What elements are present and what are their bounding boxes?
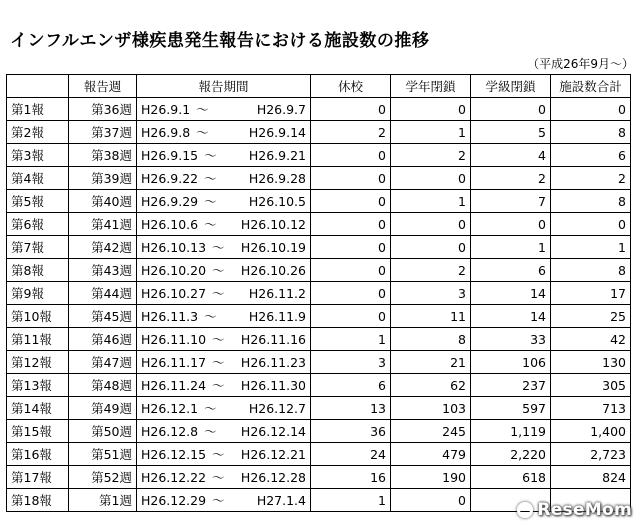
class-closure-cell: 4 bbox=[471, 144, 551, 167]
period-start: H26.10.13 bbox=[141, 240, 207, 255]
table-row bbox=[7, 282, 631, 305]
report-week-cell: 第47週 bbox=[69, 351, 137, 374]
period-start: H26.11.3 bbox=[141, 309, 199, 324]
table-row bbox=[7, 121, 631, 144]
period-end: H27.1.4 bbox=[256, 492, 306, 508]
class-closure-cell: 0 bbox=[471, 98, 551, 121]
school-closure-cell: 2 bbox=[311, 121, 391, 144]
report-week-cell: 第1週 bbox=[69, 489, 137, 512]
report-week-cell: 第48週 bbox=[69, 374, 137, 397]
grade-closure-cell: 2 bbox=[391, 259, 471, 282]
total-facilities-cell: 713 bbox=[551, 397, 631, 420]
grade-closure-cell: 8 bbox=[391, 328, 471, 351]
period-end: H26.10.5 bbox=[248, 193, 306, 209]
school-closure-cell: 24 bbox=[311, 443, 391, 466]
total-facilities-cell: 42 bbox=[551, 328, 631, 351]
report-week-cell: 第42週 bbox=[69, 236, 137, 259]
period-end: H26.11.16 bbox=[240, 331, 306, 347]
report-period-cell bbox=[137, 190, 311, 213]
total-facilities-cell: 0 bbox=[551, 98, 631, 121]
report-week-cell: 第40週 bbox=[69, 190, 137, 213]
report-period-cell bbox=[137, 351, 311, 374]
period-separator: ～ bbox=[200, 309, 217, 324]
grade-closure-cell: 11 bbox=[391, 305, 471, 328]
header-blank bbox=[7, 75, 69, 98]
total-facilities-cell: 8 bbox=[551, 190, 631, 213]
class-closure-cell: 14 bbox=[471, 282, 551, 305]
class-closure-cell: 0 bbox=[471, 213, 551, 236]
class-closure-cell: 6 bbox=[471, 259, 551, 282]
class-closure-cell: 1,119 bbox=[471, 420, 551, 443]
report-period-cell bbox=[137, 167, 311, 190]
class-closure-cell: 33 bbox=[471, 328, 551, 351]
grade-closure-cell: 0 bbox=[391, 489, 471, 512]
period-end: H26.11.23 bbox=[240, 354, 306, 370]
header-total-facilities: 施設数合計 bbox=[551, 75, 631, 98]
report-period-cell bbox=[137, 236, 311, 259]
report-number-cell: 第1報 bbox=[7, 98, 69, 121]
grade-closure-cell: 0 bbox=[391, 167, 471, 190]
period-start: H26.10.20 bbox=[141, 263, 207, 278]
period-end: H26.9.7 bbox=[256, 101, 306, 117]
report-period-cell bbox=[137, 397, 311, 420]
school-closure-cell: 1 bbox=[311, 489, 391, 512]
school-closure-cell: 0 bbox=[311, 167, 391, 190]
report-period-cell bbox=[137, 121, 311, 144]
class-closure-cell: 618 bbox=[471, 466, 551, 489]
class-closure-cell: 2 bbox=[471, 167, 551, 190]
report-week-cell: 第50週 bbox=[69, 420, 137, 443]
report-number-cell: 第16報 bbox=[7, 443, 69, 466]
period-separator: ～ bbox=[192, 125, 209, 140]
period-end: H26.9.28 bbox=[248, 170, 306, 186]
report-period-cell bbox=[137, 98, 311, 121]
school-closure-cell: 13 bbox=[311, 397, 391, 420]
report-number-cell: 第14報 bbox=[7, 397, 69, 420]
class-closure-cell: 14 bbox=[471, 305, 551, 328]
period-separator: ～ bbox=[200, 171, 217, 186]
report-period-cell bbox=[137, 282, 311, 305]
class-closure-cell: 237 bbox=[471, 374, 551, 397]
period-end: H26.11.9 bbox=[248, 308, 306, 324]
table-row bbox=[7, 236, 631, 259]
table-row bbox=[7, 466, 631, 489]
grade-closure-cell: 1 bbox=[391, 121, 471, 144]
grade-closure-cell: 103 bbox=[391, 397, 471, 420]
period-start: H26.11.17 bbox=[141, 355, 207, 370]
school-closure-cell: 0 bbox=[311, 305, 391, 328]
report-period-cell bbox=[137, 489, 311, 512]
report-period-cell bbox=[137, 328, 311, 351]
report-number-cell: 第6報 bbox=[7, 213, 69, 236]
period-start: H26.9.22 bbox=[141, 171, 199, 186]
table-row bbox=[7, 420, 631, 443]
grade-closure-cell: 3 bbox=[391, 282, 471, 305]
period-separator: ～ bbox=[200, 424, 217, 439]
total-facilities-cell: 8 bbox=[551, 121, 631, 144]
report-period-cell bbox=[137, 305, 311, 328]
total-facilities-cell: 0 bbox=[551, 213, 631, 236]
table-row bbox=[7, 190, 631, 213]
report-week-cell: 第44週 bbox=[69, 282, 137, 305]
report-week-cell: 第52週 bbox=[69, 466, 137, 489]
report-week-cell: 第49週 bbox=[69, 397, 137, 420]
total-facilities-cell: 1,400 bbox=[551, 420, 631, 443]
report-table bbox=[6, 74, 631, 512]
period-start: H26.12.29 bbox=[141, 493, 207, 508]
grade-closure-cell: 245 bbox=[391, 420, 471, 443]
report-period-cell bbox=[137, 374, 311, 397]
period-start: H26.12.1 bbox=[141, 401, 199, 416]
report-period-cell bbox=[137, 213, 311, 236]
period-start: H26.12.8 bbox=[141, 424, 199, 439]
school-closure-cell: 0 bbox=[311, 190, 391, 213]
period-end: H26.10.12 bbox=[240, 216, 306, 232]
table-row bbox=[7, 213, 631, 236]
report-number-cell: 第15報 bbox=[7, 420, 69, 443]
header-report-week: 報告週 bbox=[69, 75, 137, 98]
period-start: H26.9.1 bbox=[141, 102, 191, 117]
school-closure-cell: 6 bbox=[311, 374, 391, 397]
report-number-cell: 第11報 bbox=[7, 328, 69, 351]
total-facilities-cell: 2 bbox=[551, 167, 631, 190]
resemom-logo-icon bbox=[517, 502, 533, 518]
table-row bbox=[7, 259, 631, 282]
table-row bbox=[7, 328, 631, 351]
school-closure-cell: 0 bbox=[311, 236, 391, 259]
period-separator: ～ bbox=[208, 332, 225, 347]
period-separator: ～ bbox=[200, 194, 217, 209]
period-start: H26.10.6 bbox=[141, 217, 199, 232]
table-row bbox=[7, 305, 631, 328]
header-class-closure: 学級閉鎖 bbox=[471, 75, 551, 98]
period-separator: ～ bbox=[208, 286, 225, 301]
report-period-cell bbox=[137, 466, 311, 489]
total-facilities-cell: 2,723 bbox=[551, 443, 631, 466]
period-end: H26.9.21 bbox=[248, 147, 306, 163]
school-closure-cell: 1 bbox=[311, 328, 391, 351]
period-separator: ～ bbox=[192, 102, 209, 117]
report-number-cell: 第18報 bbox=[7, 489, 69, 512]
period-start: H26.10.27 bbox=[141, 286, 207, 301]
report-number-cell: 第17報 bbox=[7, 466, 69, 489]
period-end: H26.10.26 bbox=[240, 262, 306, 278]
period-start: H26.9.29 bbox=[141, 194, 199, 209]
grade-closure-cell: 1 bbox=[391, 190, 471, 213]
period-separator: ～ bbox=[208, 493, 225, 508]
total-facilities-cell: 130 bbox=[551, 351, 631, 374]
period-separator: ～ bbox=[208, 263, 225, 278]
report-number-cell: 第7報 bbox=[7, 236, 69, 259]
grade-closure-cell: 190 bbox=[391, 466, 471, 489]
total-facilities-cell: 824 bbox=[551, 466, 631, 489]
period-start: H26.9.15 bbox=[141, 148, 199, 163]
total-facilities-cell: 17 bbox=[551, 282, 631, 305]
table-row bbox=[7, 443, 631, 466]
watermark bbox=[517, 500, 632, 520]
period-separator: ～ bbox=[200, 217, 217, 232]
report-number-cell: 第4報 bbox=[7, 167, 69, 190]
table-row bbox=[7, 167, 631, 190]
period-separator: ～ bbox=[208, 470, 225, 485]
report-number-cell: 第12報 bbox=[7, 351, 69, 374]
grade-closure-cell: 0 bbox=[391, 98, 471, 121]
class-closure-cell: 597 bbox=[471, 397, 551, 420]
grade-closure-cell: 0 bbox=[391, 213, 471, 236]
school-closure-cell: 0 bbox=[311, 144, 391, 167]
period-start: H26.12.22 bbox=[141, 470, 207, 485]
period-end: H26.11.2 bbox=[248, 285, 306, 301]
report-period-cell bbox=[137, 420, 311, 443]
class-closure-cell: 5 bbox=[471, 121, 551, 144]
period-start: H26.11.10 bbox=[141, 332, 207, 347]
grade-closure-cell: 62 bbox=[391, 374, 471, 397]
table-row bbox=[7, 98, 631, 121]
report-week-cell: 第51週 bbox=[69, 443, 137, 466]
header-school-closure: 休校 bbox=[311, 75, 391, 98]
report-period-cell bbox=[137, 259, 311, 282]
grade-closure-cell: 21 bbox=[391, 351, 471, 374]
period-separator: ～ bbox=[208, 447, 225, 462]
table-header-row bbox=[7, 75, 631, 98]
table-body bbox=[7, 98, 631, 512]
table-row bbox=[7, 144, 631, 167]
report-number-cell: 第8報 bbox=[7, 259, 69, 282]
report-week-cell: 第41週 bbox=[69, 213, 137, 236]
report-number-cell: 第3報 bbox=[7, 144, 69, 167]
school-closure-cell: 16 bbox=[311, 466, 391, 489]
grade-closure-cell: 0 bbox=[391, 236, 471, 259]
grade-closure-cell: 2 bbox=[391, 144, 471, 167]
period-end: H26.11.30 bbox=[240, 377, 306, 393]
school-closure-cell: 0 bbox=[311, 282, 391, 305]
class-closure-cell: 2,220 bbox=[471, 443, 551, 466]
period-end: H26.10.19 bbox=[240, 239, 306, 255]
table-row bbox=[7, 397, 631, 420]
school-closure-cell: 0 bbox=[311, 213, 391, 236]
report-week-cell: 第37週 bbox=[69, 121, 137, 144]
report-week-cell: 第39週 bbox=[69, 167, 137, 190]
table-row bbox=[7, 374, 631, 397]
report-number-cell: 第13報 bbox=[7, 374, 69, 397]
class-closure-cell: 106 bbox=[471, 351, 551, 374]
header-report-period: 報告期間 bbox=[137, 75, 311, 98]
report-number-cell: 第10報 bbox=[7, 305, 69, 328]
class-closure-cell: 1 bbox=[471, 236, 551, 259]
period-separator: ～ bbox=[208, 240, 225, 255]
period-separator: ～ bbox=[208, 378, 225, 393]
period-separator: ～ bbox=[200, 148, 217, 163]
report-week-cell: 第43週 bbox=[69, 259, 137, 282]
report-week-cell: 第36週 bbox=[69, 98, 137, 121]
grade-closure-cell: 479 bbox=[391, 443, 471, 466]
period-note: （平成26年9月～） bbox=[527, 57, 634, 71]
report-week-cell: 第45週 bbox=[69, 305, 137, 328]
total-facilities-cell: 8 bbox=[551, 259, 631, 282]
total-facilities-cell: 305 bbox=[551, 374, 631, 397]
total-facilities-cell: 1 bbox=[551, 236, 631, 259]
header-grade-closure: 学年閉鎖 bbox=[391, 75, 471, 98]
report-week-cell: 第46週 bbox=[69, 328, 137, 351]
period-end: H26.12.14 bbox=[240, 423, 306, 439]
watermark-text: ReseMom bbox=[537, 500, 632, 520]
table-row bbox=[7, 351, 631, 374]
total-facilities-cell: 25 bbox=[551, 305, 631, 328]
report-period-cell bbox=[137, 144, 311, 167]
period-start: H26.11.24 bbox=[141, 378, 207, 393]
page-title: インフルエンザ様疾患発生報告における施設数の推移 bbox=[10, 31, 430, 51]
total-facilities-cell: 6 bbox=[551, 144, 631, 167]
period-separator: ～ bbox=[200, 401, 217, 416]
period-end: H26.12.7 bbox=[248, 400, 306, 416]
period-end: H26.9.14 bbox=[248, 124, 306, 140]
period-separator: ～ bbox=[208, 355, 225, 370]
report-period-cell bbox=[137, 443, 311, 466]
period-end: H26.12.21 bbox=[240, 446, 306, 462]
school-closure-cell: 3 bbox=[311, 351, 391, 374]
report-number-cell: 第2報 bbox=[7, 121, 69, 144]
school-closure-cell: 36 bbox=[311, 420, 391, 443]
period-start: H26.12.15 bbox=[141, 447, 207, 462]
report-number-cell: 第9報 bbox=[7, 282, 69, 305]
report-number-cell: 第5報 bbox=[7, 190, 69, 213]
school-closure-cell: 0 bbox=[311, 98, 391, 121]
report-week-cell: 第38週 bbox=[69, 144, 137, 167]
school-closure-cell: 0 bbox=[311, 259, 391, 282]
period-end: H26.12.28 bbox=[240, 469, 306, 485]
period-start: H26.9.8 bbox=[141, 125, 191, 140]
class-closure-cell: 7 bbox=[471, 190, 551, 213]
